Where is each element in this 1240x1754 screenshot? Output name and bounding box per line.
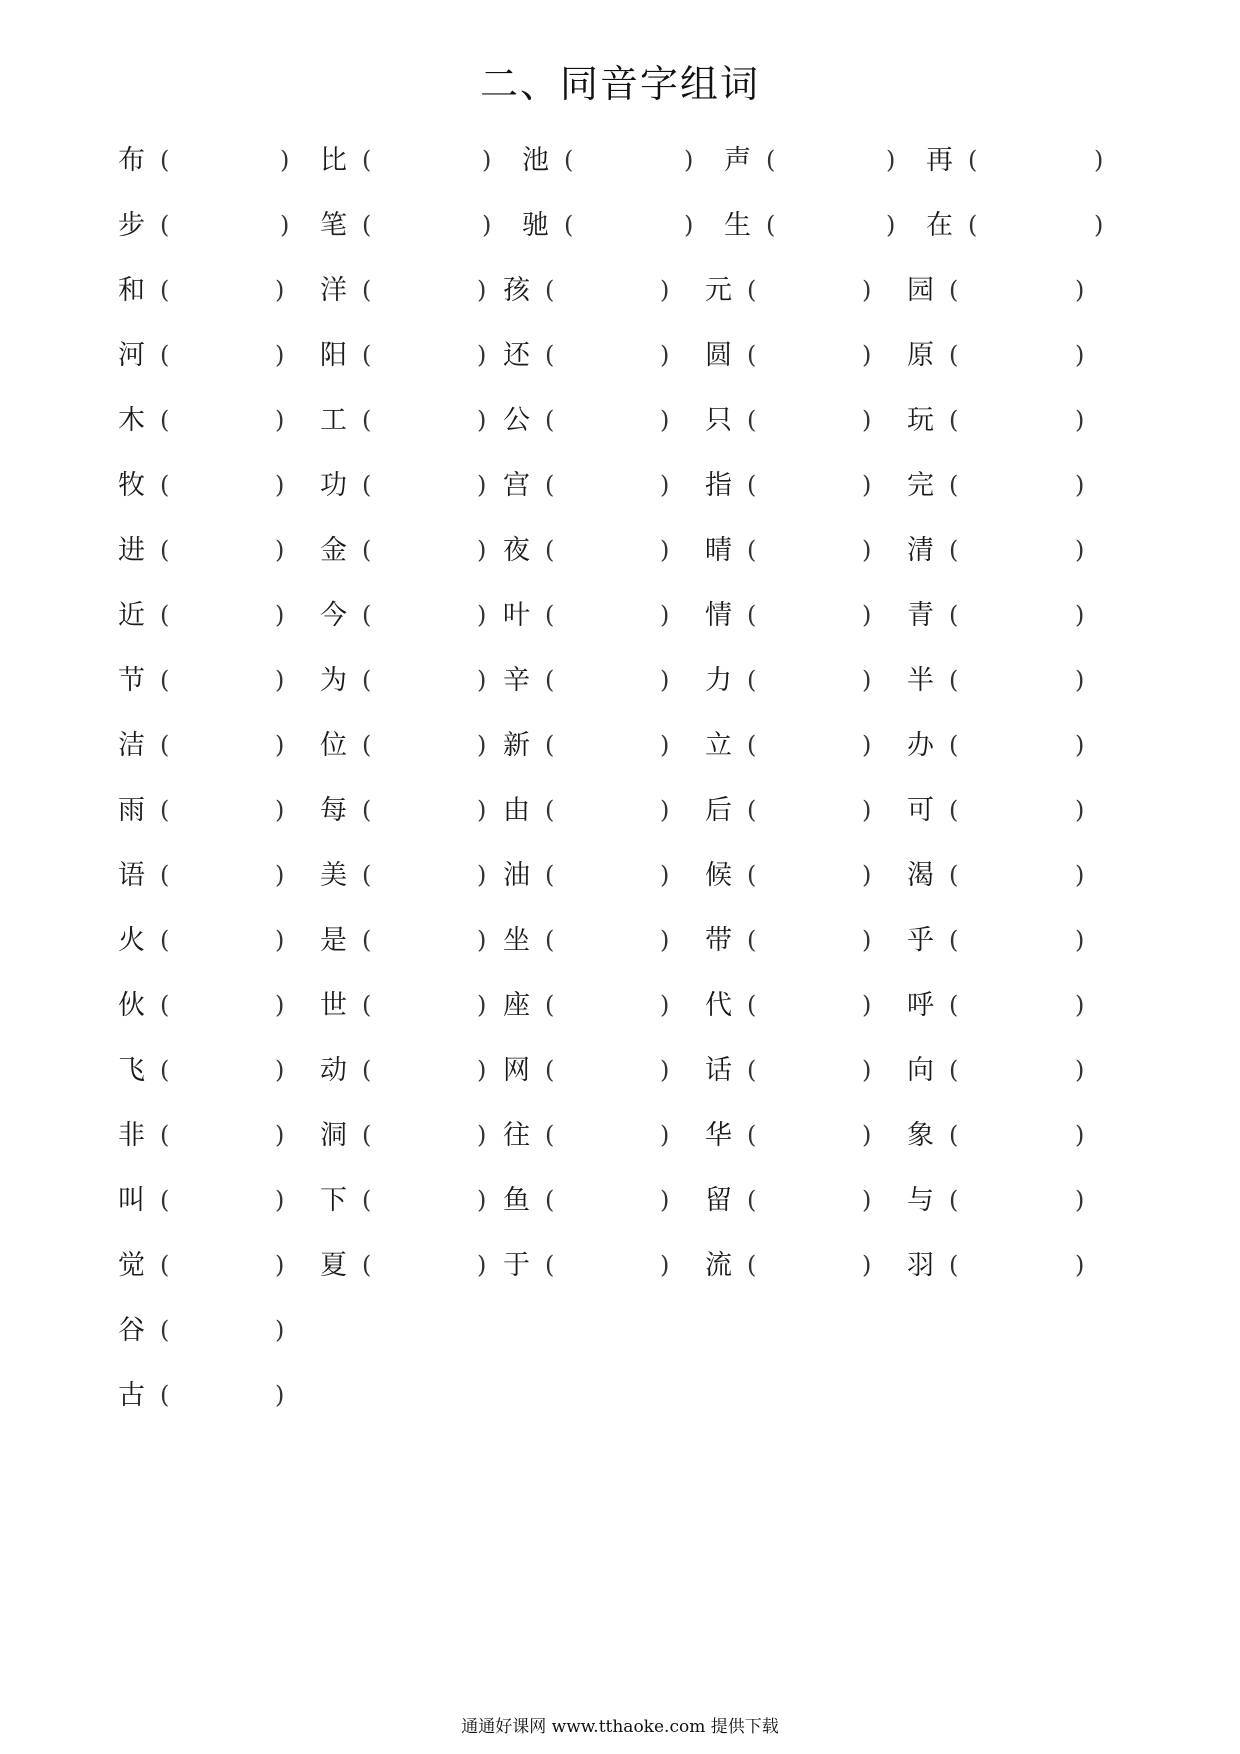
close-paren: ) <box>477 601 487 629</box>
close-paren: ) <box>660 1121 670 1149</box>
homophone-char: 办 <box>907 730 934 761</box>
homophone-char: 夏 <box>320 1250 347 1281</box>
open-paren: ( <box>545 1251 555 1279</box>
homophone-char: 叶 <box>503 600 530 631</box>
homophone-char: 由 <box>503 795 530 826</box>
open-paren: ( <box>362 861 372 889</box>
open-paren: ( <box>766 146 776 174</box>
close-paren: ) <box>862 796 872 824</box>
close-paren: ) <box>684 211 694 239</box>
homophone-char: 玩 <box>907 405 934 436</box>
footer-credit: 通通好课网 www.tthaoke.com 提供下载 <box>461 1717 779 1737</box>
open-paren: ( <box>949 601 959 629</box>
open-paren: ( <box>160 1381 170 1409</box>
close-paren: ) <box>275 276 285 304</box>
close-paren: ) <box>660 991 670 1019</box>
homophone-char: 飞 <box>118 1055 145 1086</box>
close-paren: ) <box>477 536 487 564</box>
close-paren: ) <box>862 276 872 304</box>
close-paren: ) <box>1075 601 1085 629</box>
close-paren: ) <box>886 211 896 239</box>
open-paren: ( <box>160 471 170 499</box>
close-paren: ) <box>862 471 872 499</box>
homophone-char: 池 <box>522 145 549 176</box>
homophone-char: 后 <box>705 795 732 826</box>
open-paren: ( <box>160 926 170 954</box>
homophone-char: 完 <box>907 470 934 501</box>
close-paren: ) <box>275 471 285 499</box>
homophone-char: 羽 <box>907 1250 934 1281</box>
worksheet-row <box>0 908 1240 973</box>
open-paren: ( <box>747 341 757 369</box>
homophone-char: 布 <box>118 145 145 176</box>
homophone-char: 网 <box>503 1055 530 1086</box>
homophone-char: 声 <box>724 145 751 176</box>
open-paren: ( <box>362 796 372 824</box>
homophone-char: 伙 <box>118 990 145 1021</box>
close-paren: ) <box>275 1381 285 1409</box>
close-paren: ) <box>660 406 670 434</box>
homophone-char: 孩 <box>503 275 530 306</box>
homophone-char: 只 <box>705 405 732 436</box>
homophone-char: 洋 <box>320 275 347 306</box>
worksheet-row <box>0 973 1240 1038</box>
homophone-char: 新 <box>503 730 530 761</box>
homophone-char: 候 <box>705 860 732 891</box>
open-paren: ( <box>362 536 372 564</box>
open-paren: ( <box>968 146 978 174</box>
open-paren: ( <box>564 211 574 239</box>
homophone-char: 与 <box>907 1185 934 1216</box>
open-paren: ( <box>766 211 776 239</box>
homophone-char: 情 <box>705 600 732 631</box>
open-paren: ( <box>949 926 959 954</box>
open-paren: ( <box>545 1056 555 1084</box>
open-paren: ( <box>949 1121 959 1149</box>
close-paren: ) <box>477 276 487 304</box>
close-paren: ) <box>477 1056 487 1084</box>
open-paren: ( <box>949 471 959 499</box>
homophone-char: 生 <box>724 210 751 241</box>
homophone-char: 半 <box>907 665 934 696</box>
open-paren: ( <box>747 796 757 824</box>
open-paren: ( <box>545 276 555 304</box>
open-paren: ( <box>160 536 170 564</box>
worksheet-grid <box>0 128 1240 1428</box>
homophone-char: 驰 <box>522 210 549 241</box>
close-paren: ) <box>660 926 670 954</box>
open-paren: ( <box>949 341 959 369</box>
close-paren: ) <box>862 861 872 889</box>
close-paren: ) <box>886 146 896 174</box>
homophone-char: 进 <box>118 535 145 566</box>
homophone-char: 清 <box>907 535 934 566</box>
open-paren: ( <box>545 796 555 824</box>
close-paren: ) <box>280 146 290 174</box>
homophone-char: 非 <box>118 1120 145 1151</box>
close-paren: ) <box>660 1186 670 1214</box>
open-paren: ( <box>747 276 757 304</box>
homophone-char: 每 <box>320 795 347 826</box>
homophone-char: 坐 <box>503 925 530 956</box>
close-paren: ) <box>275 666 285 694</box>
open-paren: ( <box>545 666 555 694</box>
homophone-char: 呼 <box>907 990 934 1021</box>
open-paren: ( <box>545 991 555 1019</box>
homophone-char: 原 <box>907 340 934 371</box>
homophone-char: 叫 <box>118 1185 145 1216</box>
homophone-char: 洞 <box>320 1120 347 1151</box>
close-paren: ) <box>862 406 872 434</box>
open-paren: ( <box>362 1186 372 1214</box>
close-paren: ) <box>477 666 487 694</box>
worksheet-row <box>0 1168 1240 1233</box>
open-paren: ( <box>949 276 959 304</box>
close-paren: ) <box>275 926 285 954</box>
homophone-char: 功 <box>320 470 347 501</box>
worksheet-row <box>0 518 1240 583</box>
page-title: 二、同音字组词 <box>479 62 760 106</box>
open-paren: ( <box>160 341 170 369</box>
open-paren: ( <box>747 731 757 759</box>
close-paren: ) <box>660 666 670 694</box>
homophone-char: 洁 <box>118 730 145 761</box>
worksheet-row <box>0 323 1240 388</box>
close-paren: ) <box>477 1186 487 1214</box>
close-paren: ) <box>1075 406 1085 434</box>
close-paren: ) <box>477 991 487 1019</box>
close-paren: ) <box>862 1186 872 1214</box>
homophone-char: 世 <box>320 990 347 1021</box>
homophone-char: 宫 <box>503 470 530 501</box>
open-paren: ( <box>160 1316 170 1344</box>
open-paren: ( <box>160 796 170 824</box>
close-paren: ) <box>1094 146 1104 174</box>
close-paren: ) <box>280 211 290 239</box>
homophone-char: 和 <box>118 275 145 306</box>
homophone-char: 晴 <box>705 535 732 566</box>
open-paren: ( <box>949 666 959 694</box>
homophone-char: 再 <box>926 145 953 176</box>
open-paren: ( <box>747 666 757 694</box>
open-paren: ( <box>160 146 170 174</box>
open-paren: ( <box>747 1121 757 1149</box>
close-paren: ) <box>1075 796 1085 824</box>
homophone-char: 今 <box>320 600 347 631</box>
homophone-char: 位 <box>320 730 347 761</box>
open-paren: ( <box>545 861 555 889</box>
close-paren: ) <box>275 991 285 1019</box>
homophone-char: 比 <box>320 145 347 176</box>
homophone-char: 牧 <box>118 470 145 501</box>
worksheet-row <box>0 128 1240 193</box>
close-paren: ) <box>862 1056 872 1084</box>
close-paren: ) <box>660 536 670 564</box>
worksheet-row <box>0 388 1240 453</box>
open-paren: ( <box>362 146 372 174</box>
open-paren: ( <box>564 146 574 174</box>
close-paren: ) <box>275 1121 285 1149</box>
close-paren: ) <box>1075 341 1085 369</box>
open-paren: ( <box>160 861 170 889</box>
homophone-char: 谷 <box>118 1315 145 1346</box>
open-paren: ( <box>949 536 959 564</box>
open-paren: ( <box>949 796 959 824</box>
worksheet-row <box>0 1103 1240 1168</box>
close-paren: ) <box>660 861 670 889</box>
homophone-char: 带 <box>705 925 732 956</box>
worksheet-row <box>0 1233 1240 1298</box>
open-paren: ( <box>545 471 555 499</box>
open-paren: ( <box>160 1121 170 1149</box>
close-paren: ) <box>477 1121 487 1149</box>
open-paren: ( <box>747 1251 757 1279</box>
homophone-char: 立 <box>705 730 732 761</box>
close-paren: ) <box>482 211 492 239</box>
homophone-char: 往 <box>503 1120 530 1151</box>
homophone-char: 雨 <box>118 795 145 826</box>
close-paren: ) <box>477 341 487 369</box>
homophone-char: 向 <box>907 1055 934 1086</box>
close-paren: ) <box>275 406 285 434</box>
open-paren: ( <box>160 406 170 434</box>
open-paren: ( <box>747 1056 757 1084</box>
homophone-char: 近 <box>118 600 145 631</box>
homophone-char: 元 <box>705 275 732 306</box>
worksheet-row <box>0 1038 1240 1103</box>
homophone-char: 油 <box>503 860 530 891</box>
worksheet-row <box>0 258 1240 323</box>
close-paren: ) <box>1075 471 1085 499</box>
homophone-char: 是 <box>320 925 347 956</box>
homophone-char: 动 <box>320 1055 347 1086</box>
open-paren: ( <box>160 601 170 629</box>
homophone-char: 流 <box>705 1250 732 1281</box>
open-paren: ( <box>747 926 757 954</box>
open-paren: ( <box>747 471 757 499</box>
close-paren: ) <box>1075 991 1085 1019</box>
close-paren: ) <box>477 796 487 824</box>
close-paren: ) <box>477 1251 487 1279</box>
open-paren: ( <box>362 666 372 694</box>
close-paren: ) <box>275 341 285 369</box>
homophone-char: 古 <box>118 1380 145 1411</box>
close-paren: ) <box>1075 1121 1085 1149</box>
close-paren: ) <box>1075 926 1085 954</box>
homophone-char: 木 <box>118 405 145 436</box>
open-paren: ( <box>160 1251 170 1279</box>
open-paren: ( <box>545 1121 555 1149</box>
open-paren: ( <box>362 1251 372 1279</box>
open-paren: ( <box>160 991 170 1019</box>
open-paren: ( <box>747 1186 757 1214</box>
homophone-char: 在 <box>926 210 953 241</box>
close-paren: ) <box>660 276 670 304</box>
close-paren: ) <box>660 1056 670 1084</box>
close-paren: ) <box>477 926 487 954</box>
worksheet-row <box>0 193 1240 258</box>
close-paren: ) <box>862 536 872 564</box>
open-paren: ( <box>545 1186 555 1214</box>
homophone-char: 乎 <box>907 925 934 956</box>
open-paren: ( <box>747 536 757 564</box>
close-paren: ) <box>862 666 872 694</box>
homophone-char: 象 <box>907 1120 934 1151</box>
homophone-char: 圆 <box>705 340 732 371</box>
homophone-char: 渴 <box>907 860 934 891</box>
open-paren: ( <box>160 1186 170 1214</box>
homophone-char: 火 <box>118 925 145 956</box>
open-paren: ( <box>362 406 372 434</box>
close-paren: ) <box>660 731 670 759</box>
open-paren: ( <box>362 211 372 239</box>
open-paren: ( <box>362 471 372 499</box>
homophone-char: 夜 <box>503 535 530 566</box>
open-paren: ( <box>747 406 757 434</box>
close-paren: ) <box>862 926 872 954</box>
close-paren: ) <box>1075 731 1085 759</box>
worksheet-row <box>0 583 1240 648</box>
homophone-char: 阳 <box>320 340 347 371</box>
close-paren: ) <box>660 471 670 499</box>
homophone-char: 金 <box>320 535 347 566</box>
close-paren: ) <box>275 1186 285 1214</box>
open-paren: ( <box>362 276 372 304</box>
open-paren: ( <box>747 601 757 629</box>
close-paren: ) <box>1075 536 1085 564</box>
open-paren: ( <box>160 276 170 304</box>
homophone-char: 话 <box>705 1055 732 1086</box>
close-paren: ) <box>275 731 285 759</box>
homophone-char: 园 <box>907 275 934 306</box>
close-paren: ) <box>1075 1251 1085 1279</box>
open-paren: ( <box>545 926 555 954</box>
homophone-char: 代 <box>705 990 732 1021</box>
homophone-char: 还 <box>503 340 530 371</box>
close-paren: ) <box>1094 211 1104 239</box>
close-paren: ) <box>275 601 285 629</box>
homophone-char: 辛 <box>503 665 530 696</box>
homophone-char: 座 <box>503 990 530 1021</box>
homophone-char: 节 <box>118 665 145 696</box>
worksheet-row <box>0 648 1240 713</box>
homophone-char: 华 <box>705 1120 732 1151</box>
close-paren: ) <box>275 1316 285 1344</box>
homophone-char: 觉 <box>118 1250 145 1281</box>
homophone-char: 工 <box>320 405 347 436</box>
open-paren: ( <box>160 666 170 694</box>
homophone-char: 语 <box>118 860 145 891</box>
close-paren: ) <box>1075 1186 1085 1214</box>
open-paren: ( <box>362 341 372 369</box>
worksheet-row <box>0 713 1240 778</box>
close-paren: ) <box>482 146 492 174</box>
open-paren: ( <box>362 731 372 759</box>
close-paren: ) <box>1075 666 1085 694</box>
open-paren: ( <box>545 341 555 369</box>
open-paren: ( <box>747 861 757 889</box>
open-paren: ( <box>949 1056 959 1084</box>
close-paren: ) <box>862 601 872 629</box>
open-paren: ( <box>545 731 555 759</box>
homophone-char: 可 <box>907 795 934 826</box>
worksheet-row <box>0 843 1240 908</box>
open-paren: ( <box>545 406 555 434</box>
close-paren: ) <box>660 796 670 824</box>
open-paren: ( <box>362 991 372 1019</box>
open-paren: ( <box>545 536 555 564</box>
close-paren: ) <box>1075 861 1085 889</box>
open-paren: ( <box>949 1186 959 1214</box>
homophone-char: 留 <box>705 1185 732 1216</box>
open-paren: ( <box>949 1251 959 1279</box>
close-paren: ) <box>275 796 285 824</box>
homophone-char: 河 <box>118 340 145 371</box>
worksheet-row <box>0 1298 1240 1363</box>
open-paren: ( <box>545 601 555 629</box>
homophone-char: 指 <box>705 470 732 501</box>
close-paren: ) <box>275 1251 285 1279</box>
open-paren: ( <box>160 211 170 239</box>
homophone-char: 为 <box>320 665 347 696</box>
open-paren: ( <box>747 991 757 1019</box>
close-paren: ) <box>862 731 872 759</box>
close-paren: ) <box>477 471 487 499</box>
open-paren: ( <box>362 1121 372 1149</box>
close-paren: ) <box>862 341 872 369</box>
homophone-char: 公 <box>503 405 530 436</box>
close-paren: ) <box>275 1056 285 1084</box>
close-paren: ) <box>1075 276 1085 304</box>
close-paren: ) <box>660 1251 670 1279</box>
close-paren: ) <box>684 146 694 174</box>
close-paren: ) <box>1075 1056 1085 1084</box>
homophone-char: 于 <box>503 1250 530 1281</box>
homophone-char: 青 <box>907 600 934 631</box>
close-paren: ) <box>862 991 872 1019</box>
close-paren: ) <box>862 1251 872 1279</box>
close-paren: ) <box>660 341 670 369</box>
open-paren: ( <box>949 861 959 889</box>
open-paren: ( <box>362 1056 372 1084</box>
open-paren: ( <box>949 991 959 1019</box>
worksheet-row <box>0 453 1240 518</box>
worksheet-row <box>0 1363 1240 1428</box>
close-paren: ) <box>477 731 487 759</box>
close-paren: ) <box>275 536 285 564</box>
open-paren: ( <box>949 406 959 434</box>
open-paren: ( <box>362 926 372 954</box>
open-paren: ( <box>968 211 978 239</box>
close-paren: ) <box>862 1121 872 1149</box>
homophone-char: 美 <box>320 860 347 891</box>
open-paren: ( <box>160 1056 170 1084</box>
homophone-char: 鱼 <box>503 1185 530 1216</box>
open-paren: ( <box>362 601 372 629</box>
close-paren: ) <box>275 861 285 889</box>
close-paren: ) <box>477 861 487 889</box>
open-paren: ( <box>949 731 959 759</box>
close-paren: ) <box>477 406 487 434</box>
worksheet-row <box>0 778 1240 843</box>
homophone-char: 步 <box>118 210 145 241</box>
open-paren: ( <box>160 731 170 759</box>
homophone-char: 下 <box>320 1185 347 1216</box>
homophone-char: 笔 <box>320 210 347 241</box>
homophone-char: 力 <box>705 665 732 696</box>
close-paren: ) <box>660 601 670 629</box>
